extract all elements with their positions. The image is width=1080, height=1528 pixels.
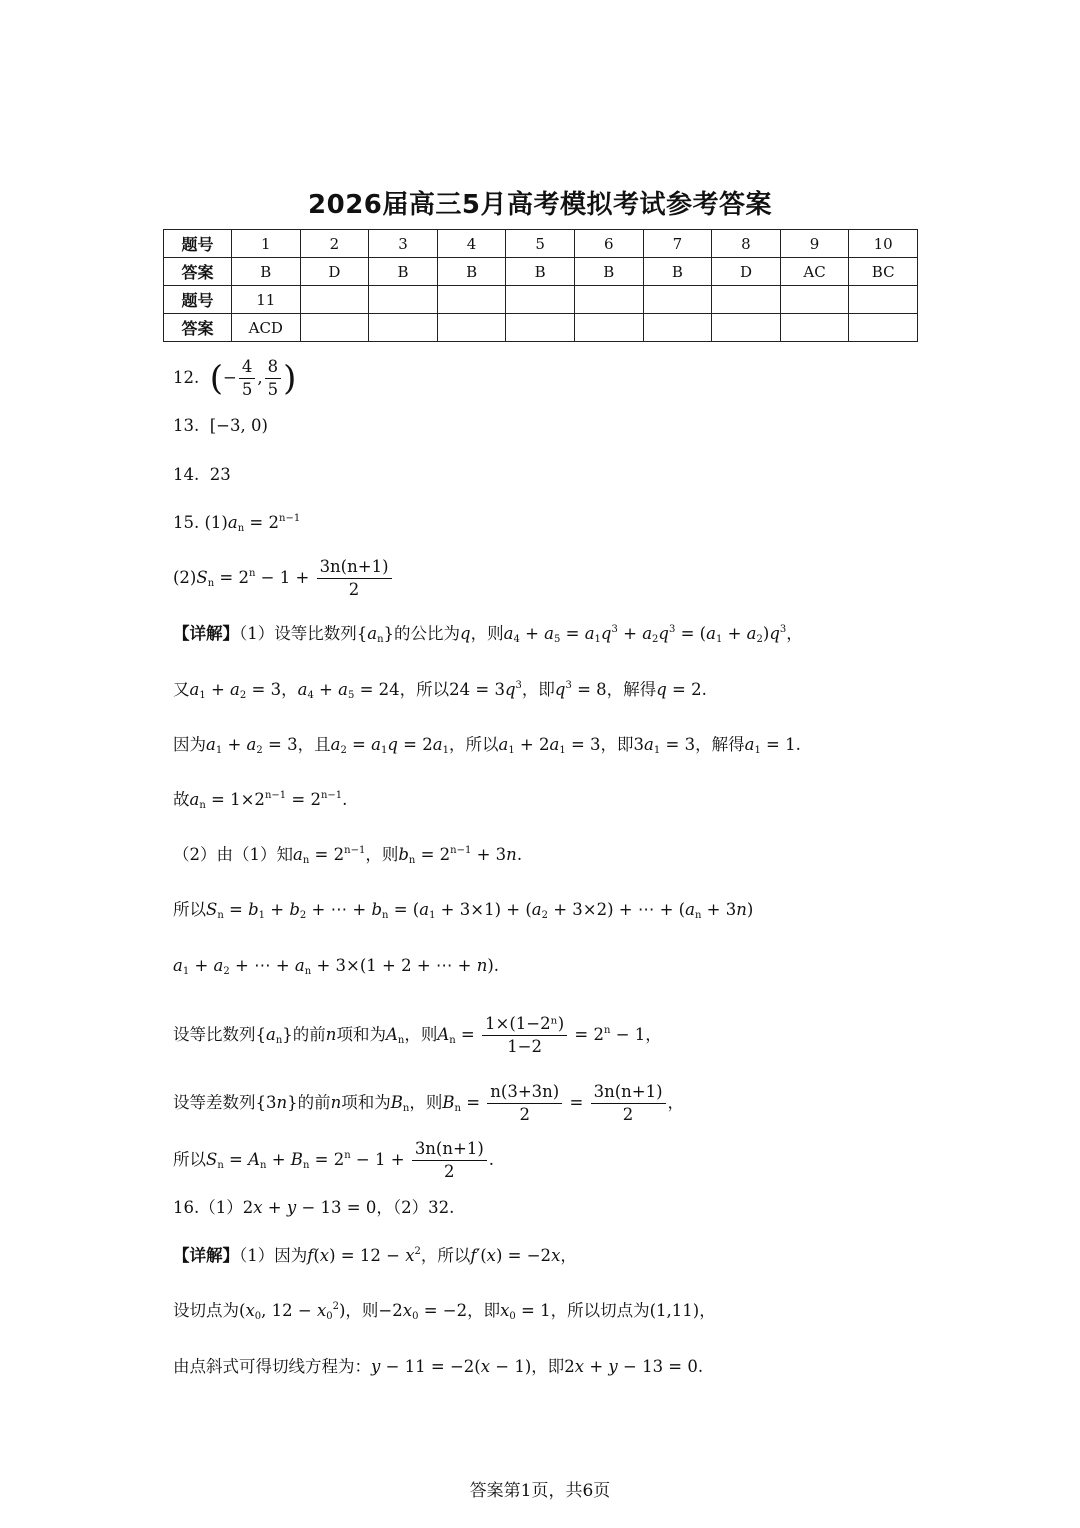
answer-value: [−3, 0) (209, 416, 268, 435)
table-cell (780, 314, 849, 342)
table-cell: 11 (232, 286, 301, 314)
answer-16: 16.（1）2x + y − 13 = 0，（2）32. (173, 1198, 455, 1217)
detail-line: 【详解】（1）因为$f(x) = 12 - x^2$，所以f′(x) = −2x， (173, 1246, 577, 1265)
table-cell: 7 (643, 230, 712, 258)
detail-line: 设等比数列$\{a_n\}$的前n项和为$A_n$，则$A_n$ = $\frac{\text{1×(1−2ⁿ)}}{1-2}$ = $2^n - 1$， (173, 1014, 662, 1056)
table-cell: 1 (232, 230, 301, 258)
table-cell: 答案 (164, 258, 232, 286)
table-cell (849, 286, 918, 314)
table-cell: B (506, 258, 575, 286)
table-cell: B (437, 258, 506, 286)
answer-15-part1: 15. $(1)a_n = 2^{n-1}$ (173, 513, 301, 534)
table-cell: B (232, 258, 301, 286)
table-cell: B (369, 258, 438, 286)
detail-line: 所以$S_n = b_1 + b_2$ + ⋯ + $b_n = (a_1 + 3\times 1) + (a_2 + 3\times 2)$ + ⋯ + $(a_n + 3n)$ (173, 900, 754, 921)
table-cell: ACD (232, 314, 301, 342)
table-cell (437, 314, 506, 342)
detail-line: （2）由（1）知$a_n = 2^{n-1}$，则$b_n = 2^{n-1} + 3n$. (173, 845, 523, 866)
table-cell (712, 314, 781, 342)
table-cell (712, 286, 781, 314)
table-cell: 10 (849, 230, 918, 258)
table-cell: 题号 (164, 286, 232, 314)
table-cell: 2 (300, 230, 369, 258)
answer-table (163, 229, 918, 342)
table-cell (300, 286, 369, 314)
table-cell (849, 314, 918, 342)
answer-value: 23 (209, 465, 231, 484)
detail-line: 由点斜式可得切线方程为：y − 11 = −2(x − 1)，即2x + y − 13 = 0. (173, 1357, 704, 1376)
answer-13 (173, 414, 268, 438)
detail-line: 【详解】（1）设等比数列$\{a_n\}$的公比为q，则$a_4 + a_5 = a_1q^3 + a_2q^3 = (a_1 + a_2)q^3$， (173, 624, 803, 645)
detail-tag: 【详解】 (173, 1246, 239, 1265)
table-cell: BC (849, 258, 918, 286)
table-cell: 8 (712, 230, 781, 258)
table-row (164, 230, 918, 258)
detail-line: 设等差数列{3n}的前n项和为$B_n$，则$B_n$ = $\frac{n(3+3n)}{2}$ = $\frac{3n(n+1)}{2}$ ， (173, 1082, 685, 1124)
detail-line: 因为$a_1 + a_2 = 3$，且$a_2 = a_1q = 2a_1$，所以$a_1 + 2a_1 = 3$，即$3a_1 = 3$，解得$a_1 = 1$. (173, 735, 801, 756)
detail-line: 所以$S_n = A_n + B_n = 2^n - 1$ + $\frac{3n(n+1)}{2}$ . (173, 1139, 495, 1181)
page-footer: 答案第1页，共6页 (469, 1481, 611, 1501)
table-cell: AC (780, 258, 849, 286)
table-cell: 答案 (164, 314, 232, 342)
answer-12: 12. (− $\frac{4}{5}$ , $\frac{8}{5}$ ) (173, 357, 297, 399)
table-cell (369, 286, 438, 314)
detail-line: $a_1 + a_2$ + ⋯ + $a_n + 3\times(1 + 2$ + ⋯ + n). (173, 956, 500, 977)
table-cell (780, 286, 849, 314)
table-cell: 5 (506, 230, 575, 258)
table-cell: B (643, 258, 712, 286)
fraction: $\frac{n(3+3n)}{2}$ (487, 1081, 562, 1126)
table-cell (437, 286, 506, 314)
fraction: $\frac{\text{1×(1−2ⁿ)}}{1-2}$ (482, 1013, 567, 1058)
table-row (164, 314, 918, 342)
table-cell: 3 (369, 230, 438, 258)
table-cell (643, 314, 712, 342)
table-cell: D (712, 258, 781, 286)
table-cell (506, 286, 575, 314)
table-cell (369, 314, 438, 342)
table-row (164, 258, 918, 286)
question-number: 13. (173, 416, 200, 435)
detail-tag: 【详解】 (173, 624, 239, 643)
detail-line: 又$a_1 + a_2 = 3$，$a_4 + a_5 = 24$，所以$24 = 3q^3$，即$q^3 = 8$，解得q = 2. (173, 680, 707, 701)
fraction: $\frac{3n(n+1)}{2}$ (317, 556, 392, 601)
answer-15-part2: $(2)S_n = 2^n - 1$ + $\frac{3n(n+1)}{2}$ (173, 556, 394, 601)
question-number: 12. (173, 368, 200, 387)
table-cell (574, 314, 643, 342)
table-cell: 4 (437, 230, 506, 258)
fraction: $\frac{3n(n+1)}{2}$ (591, 1081, 666, 1126)
table-cell: 题号 (164, 230, 232, 258)
table-cell: D (300, 258, 369, 286)
question-number: 15. (173, 513, 200, 532)
table-cell: 6 (574, 230, 643, 258)
table-cell (506, 314, 575, 342)
table-cell: 9 (780, 230, 849, 258)
table-cell: B (574, 258, 643, 286)
detail-line: 设切点为($x_0$, $12 - x_0^2$)，则$-2x_0 = -2$，即$x_0 = 1$，所以切点为(1,11)， (173, 1301, 716, 1322)
fraction: $\frac{4}{5}$ (239, 356, 256, 401)
table-cell (300, 314, 369, 342)
question-number: 16. (173, 1198, 200, 1217)
fraction: $\frac{3n(n+1)}{2}$ (412, 1138, 487, 1183)
question-number: 14. (173, 465, 200, 484)
detail-line: 故$a_n = 1\times 2^{n-1} = 2^{n-1}$. (173, 790, 348, 811)
fraction: $\frac{8}{5}$ (265, 356, 282, 401)
table-cell (643, 286, 712, 314)
page-title: 2026届高三5月高考模拟考试参考答案 (308, 190, 772, 220)
table-row (164, 286, 918, 314)
answer-14 (173, 463, 231, 487)
table-cell (574, 286, 643, 314)
